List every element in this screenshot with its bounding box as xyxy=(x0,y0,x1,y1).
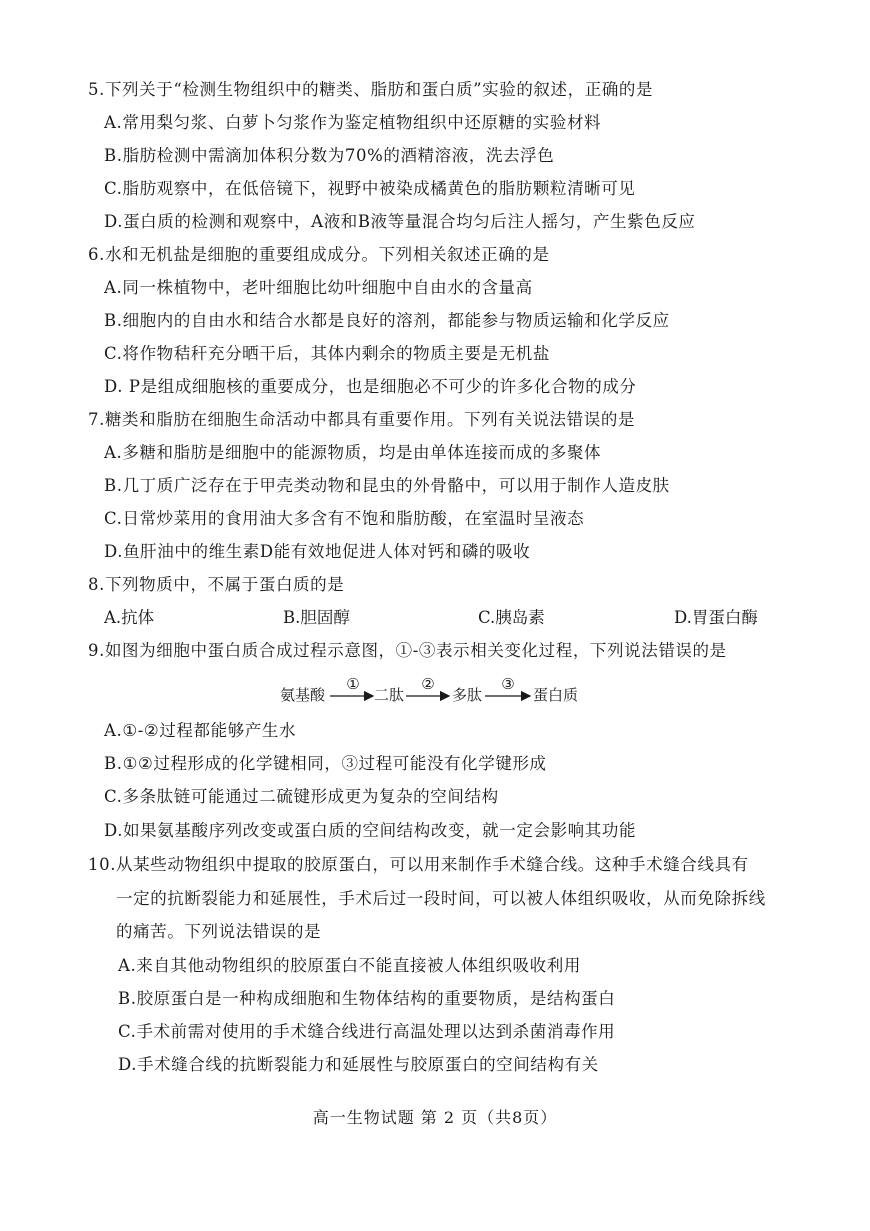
question-7-option-c: C.日常炒菜用的食用油大多含有不饱和脂肪酸，在室温时呈液态 xyxy=(104,509,585,528)
question-5-stem: 5.下列关于“检测生物组织中的糖类、脂肪和蛋白质”实验的叙述，正确的是 xyxy=(88,80,654,99)
diagram-step-1: ① xyxy=(346,675,360,693)
question-8-option-b: B.胆固醇 xyxy=(283,608,350,627)
question-10-stem-line-1: 10.从某些动物组织中提取的胶原蛋白，可以用来制作手术缝合线。这种手术缝合线具有 xyxy=(88,855,749,874)
diagram-term-dipeptide: 二肽 xyxy=(374,686,405,704)
diagram-term-amino-acid: 氨基酸 xyxy=(280,686,326,704)
question-6-option-d: D. P是组成细胞核的重要成分，也是细胞必不可少的许多化合物的成分 xyxy=(104,377,637,396)
question-7-option-a: A.多糖和脂肪是细胞中的能源物质，均是由单体连接而成的多聚体 xyxy=(104,443,602,462)
question-10-option-c: C.手术前需对使用的手术缝合线进行高温处理以达到杀菌消毒作用 xyxy=(118,1022,616,1041)
question-9-option-b: B.①②过程形成的化学键相同，③过程可能没有化学键形成 xyxy=(104,754,547,773)
diagram-step-3: ③ xyxy=(501,675,515,693)
question-6-option-a: A.同一株植物中，老叶细胞比幼叶细胞中自由水的含量高 xyxy=(104,278,533,297)
question-9-stem: 9.如图为细胞中蛋白质合成过程示意图，①-③表示相关变化过程，下列说法错误的是 xyxy=(88,641,727,660)
question-8-option-c: C.胰岛素 xyxy=(478,608,545,627)
question-8-option-a: A.抗体 xyxy=(104,608,155,627)
question-8-stem: 8.下列物质中，不属于蛋白质的是 xyxy=(88,575,345,594)
question-5-option-c: C.脂肪观察中，在低倍镜下，视野中被染成橘黄色的脂肪颗粒清晰可见 xyxy=(104,179,636,198)
question-5-option-d: D.蛋白质的检测和观察中，A液和B液等量混合均匀后注人摇匀，产生紫色反应 xyxy=(104,212,696,231)
question-6-option-c: C.将作物秸秆充分晒干后，其体内剩余的物质主要是无机盐 xyxy=(104,344,550,363)
question-10-option-d: D.手术缝合线的抗断裂能力和延展性与胶原蛋白的空间结构有关 xyxy=(118,1055,599,1074)
question-9-option-a: A.①-②过程都能够产生水 xyxy=(104,721,297,740)
question-7-option-d: D.鱼肝油中的维生素D能有效地促进人体对钙和磷的吸收 xyxy=(104,542,531,561)
question-10-option-b: B.胶原蛋白是一种构成细胞和生物体结构的重要物质，是结构蛋白 xyxy=(118,989,616,1008)
question-5-option-b: B.脂肪检测中需滴加体积分数为70%的酒精溶液，洗去浮色 xyxy=(104,146,555,165)
question-7-stem: 7.糖类和脂肪在细胞生命活动中都具有重要作用。下列有关说法错误的是 xyxy=(88,410,636,429)
diagram-term-polypeptide: 多肽 xyxy=(452,686,483,704)
question-6-stem: 6.水和无机盐是细胞的重要组成成分。下列相关叙述正确的是 xyxy=(88,245,550,264)
question-10-option-a: A.来自其他动物组织的胶原蛋白不能直接被人体组织吸收利用 xyxy=(118,956,581,975)
question-10-stem-line-2: 一定的抗断裂能力和延展性，手术后过一段时间，可以被人体组织吸收，从而免除拆线 xyxy=(116,889,766,908)
page-footer: 高一生物试题 第 2 页（共8页） xyxy=(312,1108,558,1127)
question-5-option-a: A.常用梨匀浆、白萝卜匀浆作为鉴定植物组织中还原糖的实验材料 xyxy=(104,113,602,132)
question-7-option-b: B.几丁质广泛存在于甲壳类动物和昆虫的外骨骼中，可以用于制作人造皮肤 xyxy=(104,476,670,495)
protein-synthesis-diagram xyxy=(280,677,600,707)
question-9-option-c: C.多条肽链可能通过二硫键形成更为复杂的空间结构 xyxy=(104,787,499,806)
diagram-term-protein: 蛋白质 xyxy=(533,686,579,704)
question-10-stem-line-3: 的痛苦。下列说法错误的是 xyxy=(116,922,322,941)
diagram-step-2: ② xyxy=(421,675,435,693)
question-8-option-d: D.胃蛋白酶 xyxy=(674,608,758,627)
question-9-option-d: D.如果氨基酸序列改变或蛋白质的空间结构改变，就一定会影响其功能 xyxy=(104,821,637,840)
question-6-option-b: B.细胞内的自由水和结合水都是良好的溶剂，都能参与物质运输和化学反应 xyxy=(104,311,670,330)
